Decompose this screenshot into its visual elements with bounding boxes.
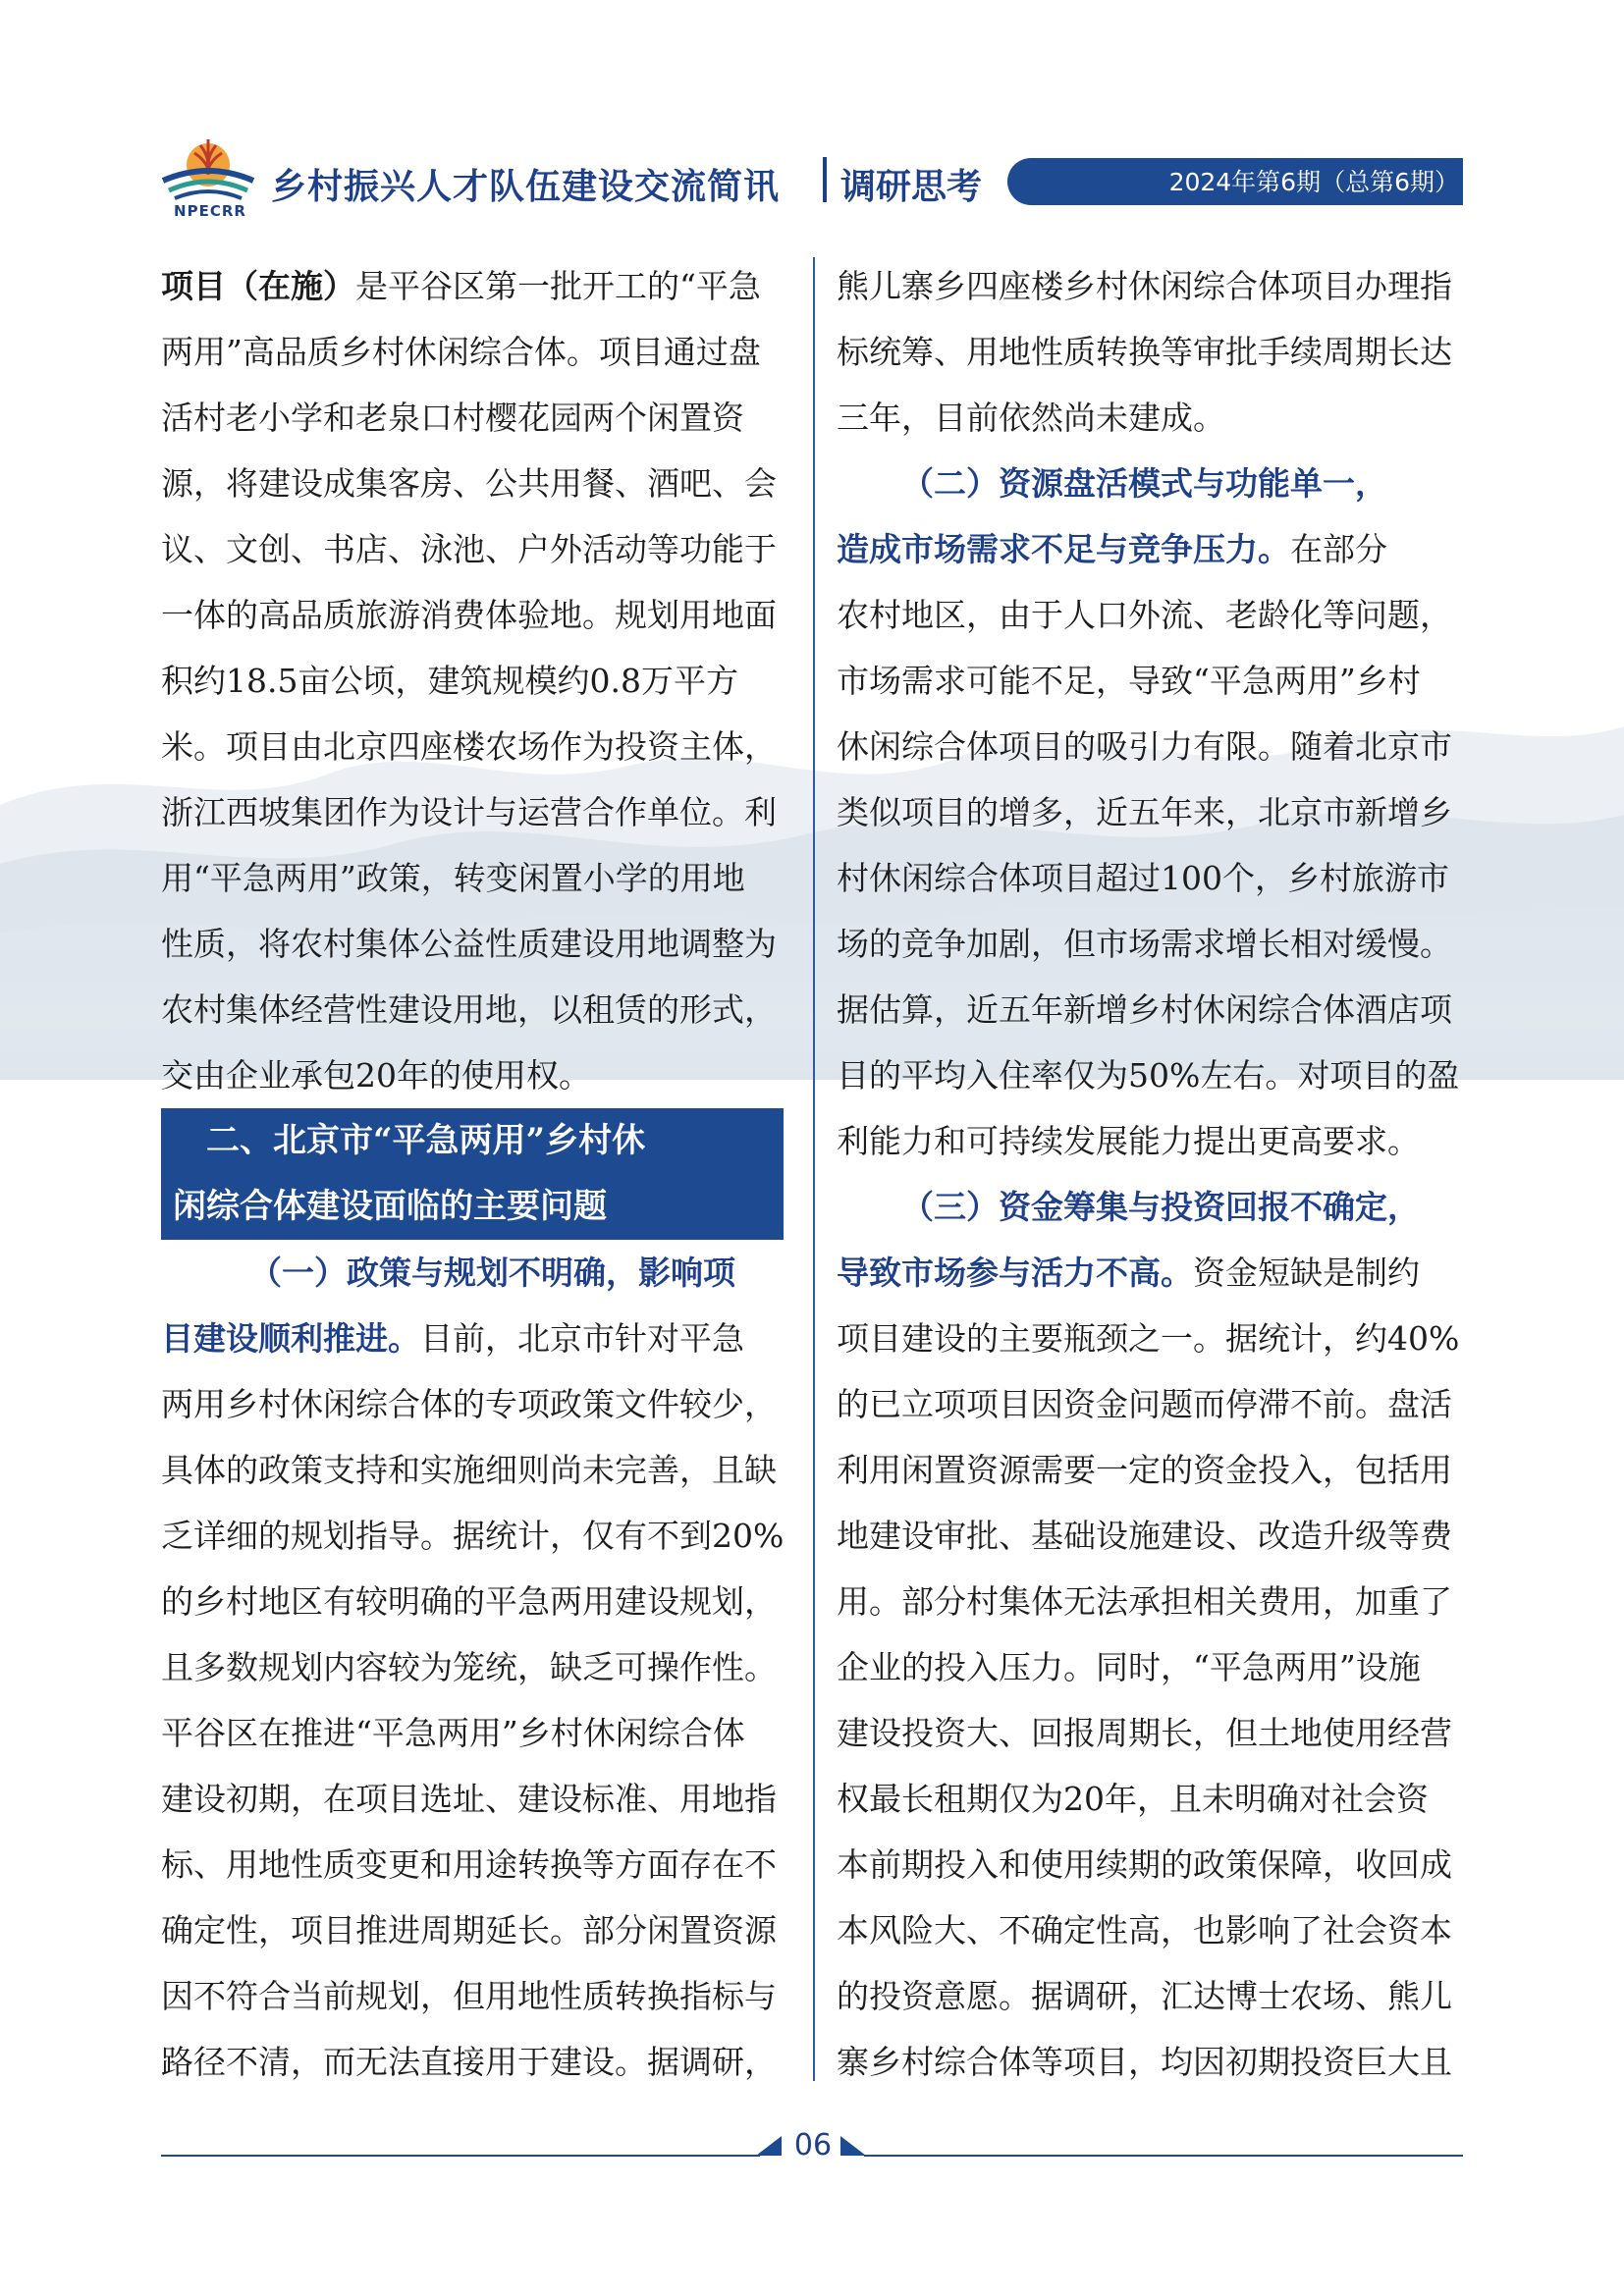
paragraph-line: 本风险大、不确定性高，也影响了社会资本 — [837, 1911, 1452, 1949]
page-header — [0, 0, 1624, 226]
subheading-line: 导致市场参与活力不高。 — [837, 1254, 1193, 1292]
paragraph-line: 建设初期，在项目选址、建设标准、用地指 — [161, 1780, 777, 1818]
paragraph-line: 场的竞争加剧，但市场需求增长相对缓慢。 — [837, 925, 1452, 963]
subheading-line: （三）资金筹集与投资回报不确定， — [901, 1188, 1420, 1226]
paragraph-line: 农村地区，由于人口外流、老龄化等问题， — [837, 596, 1452, 634]
paragraph-line: 性质，将农村集体公益性质建设用地调整为 — [161, 925, 777, 963]
subheading-line: 目建设顺利推进。 — [161, 1319, 420, 1358]
paragraph-line: 具体的政策支持和实施细则尚未完善，且缺 — [161, 1451, 777, 1489]
paragraph-line: 积约18.5亩公顷，建筑规模约0.8万平方 — [161, 662, 738, 700]
paragraph-line: 源，将建设成集客房、公共用餐、酒吧、会 — [161, 464, 777, 503]
paragraph-line: 的乡村地区有较明确的平急两用建设规划， — [161, 1582, 777, 1621]
paragraph-line: 标统筹、用地性质转换等审批手续周期长达 — [837, 333, 1452, 371]
paragraph-line: 利用闲置资源需要一定的资金投入，包括用 — [837, 1451, 1452, 1489]
paragraph-line: 浙江西坡集团作为设计与运营合作单位。利 — [161, 793, 777, 831]
paragraph-line: 活村老小学和老泉口村樱花园两个闲置资 — [161, 399, 744, 437]
title-separator — [823, 157, 827, 202]
subheading-line: （一）政策与规划不明确，影响项 — [249, 1254, 735, 1292]
line-text: 是平谷区第一批开工的“平急 — [355, 267, 761, 305]
paragraph-line: 熊儿寨乡四座楼乡村休闲综合体项目办理指 — [837, 267, 1452, 305]
paragraph-line: 交由企业承包20年的使用权。 — [161, 1056, 591, 1095]
paragraph-line: 的投资意愿。据调研，汇达博士农场、熊儿 — [837, 1977, 1452, 2015]
paragraph-line: 米。项目由北京四座楼农场作为投资主体， — [161, 727, 777, 766]
paragraph-line: 三年，目前依然尚未建成。 — [837, 399, 1225, 437]
paragraph-line: 用。部分村集体无法承担相关费用，加重了 — [837, 1582, 1452, 1621]
paragraph-line: 寨乡村综合体等项目，均因初期投资巨大且 — [837, 2043, 1452, 2081]
paragraph-line: 两用乡村休闲综合体的专项政策文件较少， — [161, 1385, 777, 1423]
project-status-lead: 项目（在施） — [161, 267, 355, 305]
left-column — [161, 253, 789, 2095]
paragraph-line: 用“平急两用”政策，转变闲置小学的用地 — [161, 859, 745, 897]
paragraph-line: 地建设审批、基础设施建设、改造升级等费 — [837, 1517, 1452, 1555]
paragraph-line: 权最长租期仅为20年，且未明确对社会资 — [837, 1780, 1429, 1818]
paragraph-line — [837, 516, 1465, 582]
paragraph-line: 农村集体经营性建设用地，以租赁的形式， — [161, 990, 777, 1029]
paragraph-line: 市场需求可能不足，导致“平急两用”乡村 — [837, 662, 1421, 700]
paragraph-line: 的已立项项目因资金问题而停滞不前。盘活 — [837, 1385, 1452, 1423]
footer-rule-left — [161, 2155, 760, 2157]
wheat-emblem-icon — [157, 135, 259, 204]
footer-rule-right — [864, 2155, 1463, 2157]
paragraph-line: 村休闲综合体项目超过100个，乡村旅游市 — [837, 859, 1449, 897]
paragraph-line: 企业的投入压力。同时，“平急两用”设施 — [837, 1648, 1421, 1686]
paragraph-line: 休闲综合体项目的吸引力有限。随着北京市 — [837, 727, 1452, 766]
paragraph-line: 利能力和可持续发展能力提出更高要求。 — [837, 1122, 1420, 1160]
paragraph-line: 平谷区在推进“平急两用”乡村休闲综合体 — [161, 1714, 745, 1752]
line-text: 资金短缺是制约 — [1193, 1254, 1420, 1292]
paragraph-line — [161, 1306, 789, 1371]
paragraph-line: 两用”高品质乡村休闲综合体。项目通过盘 — [161, 333, 761, 371]
paragraph-line: 议、文创、书店、泳池、户外活动等功能于 — [161, 530, 777, 568]
paragraph-line: 建设投资大、回报周期长，但土地使用经营 — [837, 1714, 1452, 1752]
subheading-line: 造成市场需求不足与竞争压力。 — [837, 530, 1290, 568]
issue-number: 2024年第6期（总第6期） — [1168, 168, 1459, 196]
paragraph-line: 标、用地性质变更和用途转换等方面存在不 — [161, 1845, 777, 1884]
publication-title: 乡村振兴人才队伍建设交流简讯 — [271, 167, 781, 207]
paragraph-line: 一体的高品质旅游消费体验地。规划用地面 — [161, 596, 777, 634]
paragraph-line: 目的平均入住率仅为50%左右。对项目的盈 — [837, 1056, 1460, 1095]
paragraph-line — [837, 1240, 1465, 1306]
section-heading — [161, 1108, 784, 1240]
paragraph-line — [161, 253, 789, 319]
line-text: 目前，北京市针对平急 — [420, 1319, 744, 1358]
section-heading-line: 二、北京市“平急两用”乡村休 — [206, 1121, 646, 1160]
subheading-line: （二）资源盘活模式与功能单一， — [901, 464, 1387, 503]
paragraph-line: 确定性，项目推进周期延长。部分闲置资源 — [161, 1911, 777, 1949]
paragraph-line: 项目建设的主要瓶颈之一。据统计，约40% — [837, 1319, 1460, 1358]
section-label: 调研思考 — [840, 167, 983, 207]
column-divider — [813, 257, 815, 2081]
paragraph-line: 且多数规划内容较为笼统，缺乏可操作性。 — [161, 1648, 777, 1686]
logo-caption: NPECRR — [174, 202, 246, 220]
page-number: 06 — [793, 2128, 833, 2163]
paragraph-line: 因不符合当前规划，但用地性质转换指标与 — [161, 1977, 777, 2015]
paragraph-line: 乏详细的规划指导。据统计，仅有不到20% — [161, 1517, 785, 1555]
paragraph-line: 据估算，近五年新增乡村休闲综合体酒店项 — [837, 990, 1452, 1029]
footer-triangle-left-icon — [756, 2136, 782, 2156]
paragraph-line: 路径不清，而无法直接用于建设。据调研， — [161, 2043, 777, 2081]
paragraph-line: 类似项目的增多，近五年来，北京市新增乡 — [837, 793, 1452, 831]
section-heading-line: 闲综合体建设面临的主要问题 — [173, 1187, 607, 1226]
line-text: 在部分 — [1290, 530, 1387, 568]
footer-triangle-right-icon — [840, 2136, 866, 2156]
right-column — [837, 253, 1465, 2095]
paragraph-line: 本前期投入和使用续期的政策保障，收回成 — [837, 1845, 1452, 1884]
